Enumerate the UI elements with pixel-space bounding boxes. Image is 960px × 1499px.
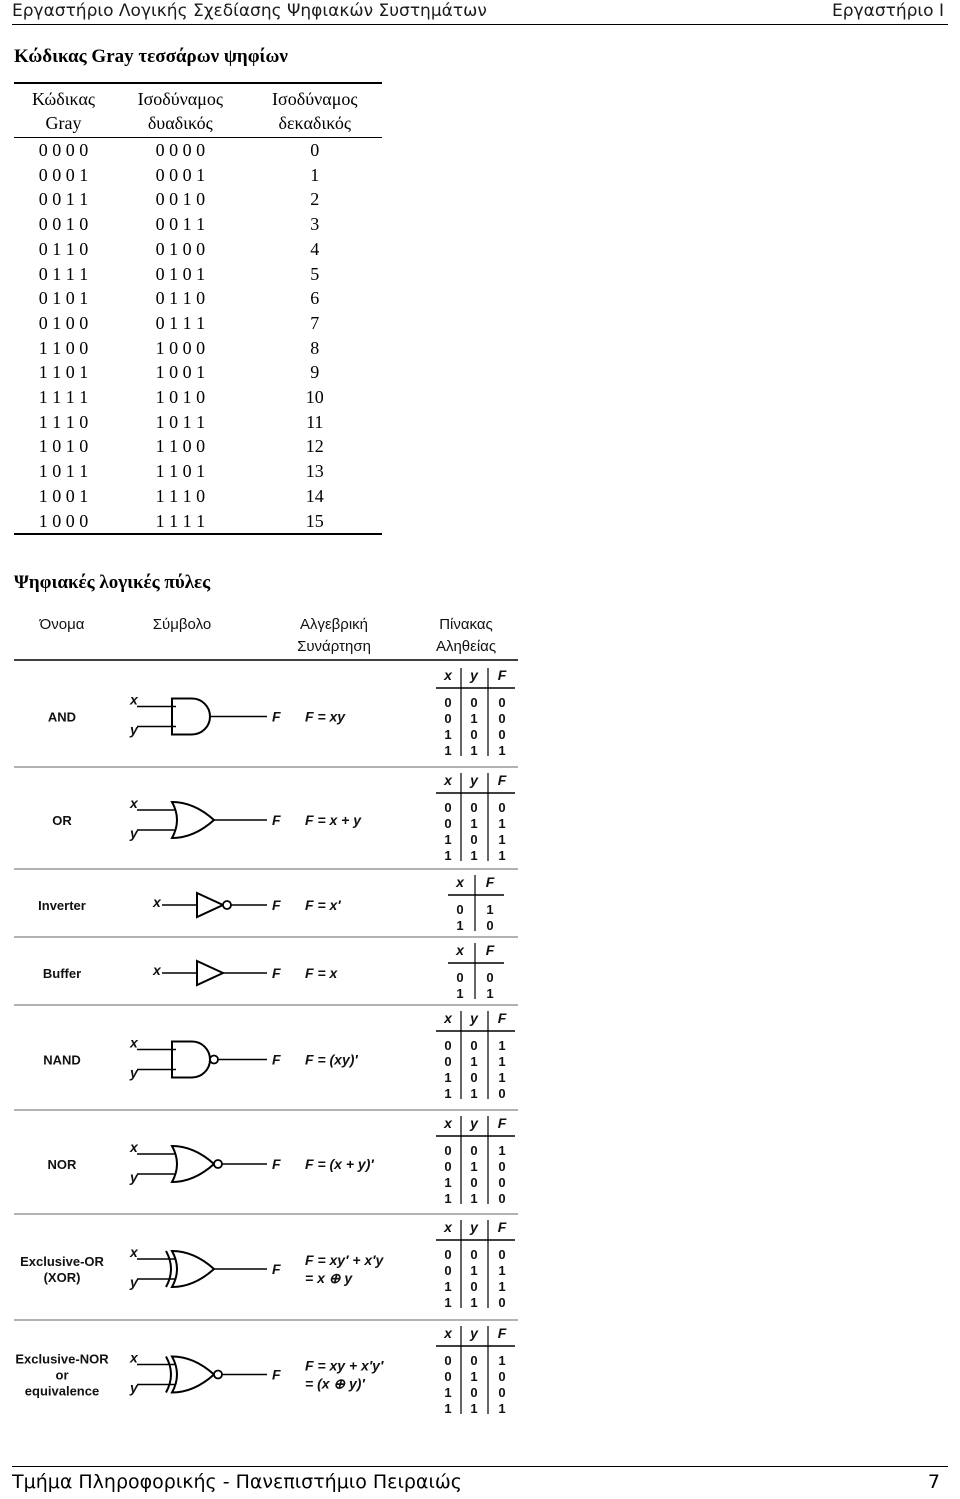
tt-output-bit: 1: [498, 1401, 506, 1416]
tt-input-bit: 1: [444, 1191, 452, 1206]
tt-input-bit: 0: [444, 1159, 452, 1174]
binary-cell: 0 0 0 0: [155, 140, 206, 160]
tt-input-bit: 1: [456, 918, 464, 933]
tt-input-bit: 1: [470, 1369, 478, 1384]
tt-output-bit: 0: [498, 1247, 506, 1262]
gray-cell: 0 1 1 0: [38, 238, 89, 259]
output-f-label: F: [272, 1156, 281, 1172]
binary-cell: 1 0 1 0: [155, 387, 206, 408]
gate-name: Buffer: [42, 966, 82, 981]
tt-input-bit: 1: [444, 1295, 452, 1310]
binary-cell: 1 0 0 0: [155, 337, 206, 358]
tt-input-bit: 1: [470, 816, 478, 831]
gray-section-title: Κώδικας Gray τεσσάρων ψηφίων: [14, 46, 288, 67]
input-x-label: x: [130, 691, 138, 708]
gate-function: F = (xy)′: [305, 1051, 358, 1068]
gray-table-row: [14, 434, 382, 459]
page-header: [12, 0, 948, 25]
tt-input-bit: 1: [470, 1191, 478, 1206]
gray-table-row: [14, 138, 382, 163]
tt-output-bit: 0: [498, 695, 506, 710]
truth-table-or: [436, 772, 515, 863]
header-lab-number: Εργαστήριο Ι: [832, 1, 944, 21]
tt-output-bit: 0: [498, 1191, 506, 1206]
gray-table-row: [14, 237, 382, 262]
gate-symbol-xnor: [129, 1350, 281, 1396]
tt-header: x: [444, 1219, 452, 1235]
output-f-label: F: [272, 897, 281, 913]
gray-cell: 1 0 1 0: [38, 436, 89, 457]
decimal-cell: 7: [310, 312, 320, 333]
truth-table-nor: [436, 1115, 515, 1206]
gray-cell: 1 0 0 1: [38, 485, 89, 506]
tt-input-bit: 0: [470, 1385, 478, 1400]
gray-cell: 1 1 0 1: [38, 362, 89, 383]
truth-table-xor: [436, 1219, 515, 1310]
gray-cell: 1 0 0 0: [38, 510, 89, 531]
output-f-label: F: [272, 812, 281, 828]
header-name: Όνομα: [39, 616, 85, 633]
tt-header: x: [456, 874, 464, 890]
tt-input-bit: 0: [444, 1247, 452, 1262]
tt-header: F: [497, 1115, 507, 1131]
gate-name: NAND: [43, 1052, 81, 1068]
tt-input-bit: 1: [470, 743, 478, 758]
gate-name: Exclusive-NOR: [15, 1351, 109, 1367]
gate-name: or: [55, 1367, 69, 1383]
input-x-label: x: [130, 1034, 138, 1051]
decimal-cell: 11: [306, 411, 324, 432]
binary-cell: 0 0 1 0: [155, 189, 206, 210]
gate-function: F = xy + x′y′: [305, 1357, 384, 1374]
gate-function: F = x + y: [305, 812, 362, 828]
logic-gates-diagram: [12, 607, 520, 1425]
tt-output-bit: 1: [498, 743, 506, 758]
input-y-label: y: [130, 1379, 138, 1396]
tt-input-bit: 0: [444, 695, 452, 710]
tt-output-bit: 0: [486, 970, 494, 985]
gray-table-row: [14, 336, 382, 361]
tt-header: x: [444, 1115, 452, 1131]
tt-input-bit: 0: [470, 832, 478, 847]
tt-input-bit: 1: [470, 711, 478, 726]
gray-table-row: [14, 459, 382, 484]
footer-department: Τμήμα Πληροφορικής - Πανεπιστήμιο Πειραιώς: [12, 1471, 462, 1493]
output-f-label: F: [272, 1261, 281, 1277]
tt-input-bit: 1: [470, 1159, 478, 1174]
tt-header: F: [497, 1010, 507, 1026]
input-y-label: y: [130, 1064, 138, 1081]
tt-output-bit: 0: [486, 918, 494, 933]
tt-header: y: [470, 1115, 478, 1131]
col-header-decimal: Ισοδύναμος δεκαδικός: [248, 83, 382, 138]
tt-output-bit: 0: [498, 800, 506, 815]
tt-input-bit: 0: [470, 727, 478, 742]
gray-table-row: [14, 484, 382, 509]
decimal-cell: 4: [310, 238, 320, 259]
decimal-cell: 1: [310, 164, 320, 185]
gray-table-row: [14, 410, 382, 435]
gray-cell: 0 0 1 0: [38, 214, 89, 235]
tt-output-bit: 0: [498, 727, 506, 742]
tt-header: F: [497, 667, 507, 683]
tt-header: F: [485, 874, 495, 890]
decimal-cell: 2: [310, 189, 320, 210]
tt-header: y: [470, 772, 478, 788]
tt-input-bit: 1: [444, 1175, 452, 1190]
gray-cell: 0 0 1 1: [38, 189, 89, 210]
tt-header: F: [485, 942, 495, 958]
tt-input-bit: 1: [444, 1401, 452, 1416]
tt-output-bit: 1: [498, 1054, 506, 1069]
tt-input-bit: 1: [470, 1401, 478, 1416]
binary-cell: 1 1 1 0: [155, 485, 206, 506]
tt-header: x: [444, 667, 452, 683]
gray-table-row: [14, 509, 382, 535]
tt-input-bit: 0: [470, 1175, 478, 1190]
gate-name: NOR: [47, 1157, 77, 1172]
binary-cell: 0 1 1 0: [155, 288, 206, 309]
gate-symbol-buf: [152, 961, 281, 985]
truth-table-buf: [448, 942, 504, 1001]
gate-row-not: [14, 874, 518, 937]
tt-output-bit: 0: [498, 1159, 506, 1174]
tt-output-bit: 1: [498, 848, 506, 863]
tt-input-bit: 1: [444, 1070, 452, 1085]
tt-input-bit: 1: [470, 1295, 478, 1310]
tt-output-bit: 1: [498, 1263, 506, 1278]
gate-row-nor: [14, 1115, 518, 1214]
tt-input-bit: 0: [444, 1263, 452, 1278]
input-x-label: x: [153, 962, 161, 978]
tt-output-bit: 0: [498, 1369, 506, 1384]
input-x-label: x: [130, 795, 138, 811]
decimal-cell: 15: [305, 510, 324, 531]
gray-cell: 1 0 1 1: [38, 461, 89, 482]
tt-input-bit: 0: [470, 1247, 478, 1262]
gate-symbol-nor: [129, 1139, 281, 1185]
gate-row-buf: [14, 942, 518, 1005]
tt-header: y: [470, 1325, 478, 1341]
gray-cell: 0 1 0 0: [38, 312, 89, 333]
tt-output-bit: 0: [498, 1385, 506, 1400]
decimal-cell: 5: [310, 263, 320, 284]
gray-code-table: [14, 82, 382, 535]
gate-symbol-nand: [129, 1035, 281, 1081]
decimal-cell: 14: [305, 485, 324, 506]
gray-table-row: [14, 163, 382, 188]
tt-input-bit: 1: [444, 727, 452, 742]
header-algebra-2: Συνάρτηση: [297, 638, 371, 655]
logic-gates-figure: [12, 607, 520, 1425]
gate-function: F = (x + y)′: [305, 1156, 374, 1172]
tt-header: y: [470, 1010, 478, 1026]
gate-function: F = x′: [305, 897, 341, 913]
tt-input-bit: 0: [456, 970, 464, 985]
tt-input-bit: 0: [470, 800, 478, 815]
output-f-label: F: [272, 708, 281, 725]
tt-input-bit: 1: [470, 848, 478, 863]
input-y-label: y: [130, 825, 138, 841]
tt-input-bit: 0: [444, 1143, 452, 1158]
gate-function: F = x: [305, 965, 338, 981]
tt-output-bit: 0: [498, 1086, 506, 1101]
gray-table-row: [14, 187, 382, 212]
binary-cell: 1 1 1 1: [155, 510, 206, 531]
gate-function: F = xy′ + x′y: [305, 1252, 384, 1268]
tt-input-bit: 0: [470, 1353, 478, 1368]
tt-input-bit: 0: [470, 1070, 478, 1085]
tt-input-bit: 0: [444, 711, 452, 726]
binary-cell: 1 0 1 1: [155, 411, 206, 432]
tt-input-bit: 0: [470, 1038, 478, 1053]
col-header-binary: Ισοδύναμος δυαδικός: [113, 83, 247, 138]
tt-header: x: [444, 772, 452, 788]
tt-input-bit: 1: [470, 1054, 478, 1069]
tt-header: x: [444, 1010, 452, 1026]
gray-cell: 0 1 1 1: [38, 263, 89, 284]
tt-header: F: [497, 1219, 507, 1235]
tt-header: x: [444, 1325, 452, 1341]
tt-output-bit: 0: [498, 1175, 506, 1190]
gray-cell: 1 1 0 0: [38, 337, 89, 358]
decimal-cell: 6: [310, 288, 320, 309]
header-algebra: Αλγεβρική: [299, 616, 369, 633]
header-truth-2: Αληθείας: [435, 638, 497, 655]
tt-input-bit: 1: [470, 1263, 478, 1278]
tt-output-bit: 0: [498, 1295, 506, 1310]
truth-table-and: [436, 667, 515, 758]
tt-input-bit: 1: [444, 1086, 452, 1101]
tt-header: F: [497, 772, 507, 788]
gate-row-xnor: [15, 1325, 515, 1416]
tt-input-bit: 0: [444, 1353, 452, 1368]
gate-name: Inverter: [38, 898, 86, 913]
tt-input-bit: 1: [444, 1385, 452, 1400]
tt-output-bit: 1: [486, 902, 494, 917]
tt-header: y: [470, 667, 478, 683]
tt-input-bit: 1: [444, 848, 452, 863]
gate-symbol-xor: [129, 1244, 281, 1290]
tt-output-bit: 1: [498, 1038, 506, 1053]
tt-input-bit: 0: [444, 800, 452, 815]
tt-output-bit: 1: [498, 1143, 506, 1158]
decimal-cell: 0: [310, 140, 320, 160]
decimal-cell: 13: [305, 461, 324, 482]
tt-output-bit: 1: [498, 1279, 506, 1294]
decimal-cell: 9: [310, 362, 320, 383]
tt-input-bit: 0: [470, 1279, 478, 1294]
gray-table-row: [14, 311, 382, 336]
tt-input-bit: 0: [470, 695, 478, 710]
gray-table-row: [14, 385, 382, 410]
tt-input-bit: 0: [444, 1038, 452, 1053]
gate-name: Exclusive-OR: [20, 1254, 104, 1269]
page-footer: [12, 1466, 948, 1499]
input-y-label: y: [130, 1169, 138, 1185]
tt-header: F: [497, 1325, 507, 1341]
gate-symbol-and: [129, 692, 281, 738]
truth-table-xnor: [436, 1325, 515, 1416]
gate-row-xor: [14, 1219, 518, 1320]
tt-input-bit: 1: [444, 743, 452, 758]
decimal-cell: 8: [310, 337, 320, 358]
gray-cell: 0 1 0 1: [38, 288, 89, 309]
gray-cell: 0 0 0 1: [38, 164, 89, 185]
tt-header: y: [470, 1219, 478, 1235]
input-x-label: x: [130, 1139, 138, 1155]
tt-output-bit: 0: [498, 711, 506, 726]
binary-cell: 0 1 0 0: [155, 238, 206, 259]
binary-cell: 0 0 1 1: [155, 214, 206, 235]
tt-output-bit: 1: [498, 1070, 506, 1085]
col-header-gray: Κώδικας Gray: [14, 83, 113, 138]
tt-input-bit: 1: [470, 1086, 478, 1101]
gate-row-nand: [14, 1010, 518, 1110]
gate-symbol-or: [129, 795, 281, 841]
gray-table-row: [14, 360, 382, 385]
tt-input-bit: 1: [444, 832, 452, 847]
decimal-cell: 10: [305, 387, 324, 408]
decimal-cell: 3: [310, 214, 320, 235]
gate-symbol-not: [152, 893, 281, 917]
gate-row-and: [14, 667, 518, 767]
gray-table-header-row: [14, 83, 382, 138]
output-f-label: F: [272, 965, 281, 981]
gate-function: = (x ⊕ y)′: [305, 1375, 365, 1392]
binary-cell: 1 1 0 1: [155, 461, 206, 482]
input-x-label: x: [130, 1349, 138, 1366]
gray-table-row: [14, 262, 382, 287]
tt-output-bit: 1: [498, 832, 506, 847]
page-number: 7: [927, 1471, 940, 1493]
header-course-title: Εργαστήριο Λογικής Σχεδίασης Ψηφιακών Συστημάτων: [12, 1, 487, 21]
tt-output-bit: 1: [498, 1353, 506, 1368]
input-y-label: y: [130, 1274, 138, 1290]
gray-cell: 0 0 0 0: [38, 140, 89, 160]
input-x-label: x: [130, 1244, 138, 1260]
truth-table-nand: [436, 1010, 515, 1101]
tt-input-bit: 1: [456, 986, 464, 1001]
input-x-label: x: [153, 894, 161, 910]
tt-input-bit: 0: [444, 1054, 452, 1069]
tt-output-bit: 1: [498, 816, 506, 831]
binary-cell: 0 0 0 1: [155, 164, 206, 185]
gate-name: OR: [52, 813, 72, 828]
gray-table-row: [14, 212, 382, 237]
gate-name: (XOR): [43, 1270, 81, 1285]
output-f-label: F: [272, 1366, 281, 1383]
tt-input-bit: 0: [456, 902, 464, 917]
gray-cell: 1 1 1 0: [38, 411, 89, 432]
gate-name: AND: [47, 709, 77, 725]
binary-cell: 0 1 0 1: [155, 263, 206, 284]
output-f-label: F: [272, 1051, 281, 1068]
gate-name: equivalence: [24, 1383, 100, 1399]
header-symbol: Σύμβολο: [152, 616, 212, 633]
gate-function: F = xy: [305, 708, 346, 725]
gray-table-row: [14, 286, 382, 311]
binary-cell: 0 1 1 1: [155, 312, 206, 333]
tt-input-bit: 0: [470, 1143, 478, 1158]
truth-table-not: [448, 874, 504, 933]
header-truth: Πίνακας: [439, 616, 493, 633]
tt-output-bit: 1: [486, 986, 494, 1001]
tt-input-bit: 0: [444, 1369, 452, 1384]
gate-function: = x ⊕ y: [305, 1270, 353, 1286]
tt-header: x: [456, 942, 464, 958]
tt-input-bit: 1: [444, 1279, 452, 1294]
decimal-cell: 12: [305, 436, 324, 457]
gates-section-title: Ψηφιακές λογικές πύλες: [14, 572, 211, 593]
gray-cell: 1 1 1 1: [38, 387, 89, 408]
binary-cell: 1 0 0 1: [155, 362, 206, 383]
tt-input-bit: 0: [444, 816, 452, 831]
gate-row-or: [14, 772, 518, 869]
binary-cell: 1 1 0 0: [155, 436, 206, 457]
input-y-label: y: [130, 721, 138, 738]
